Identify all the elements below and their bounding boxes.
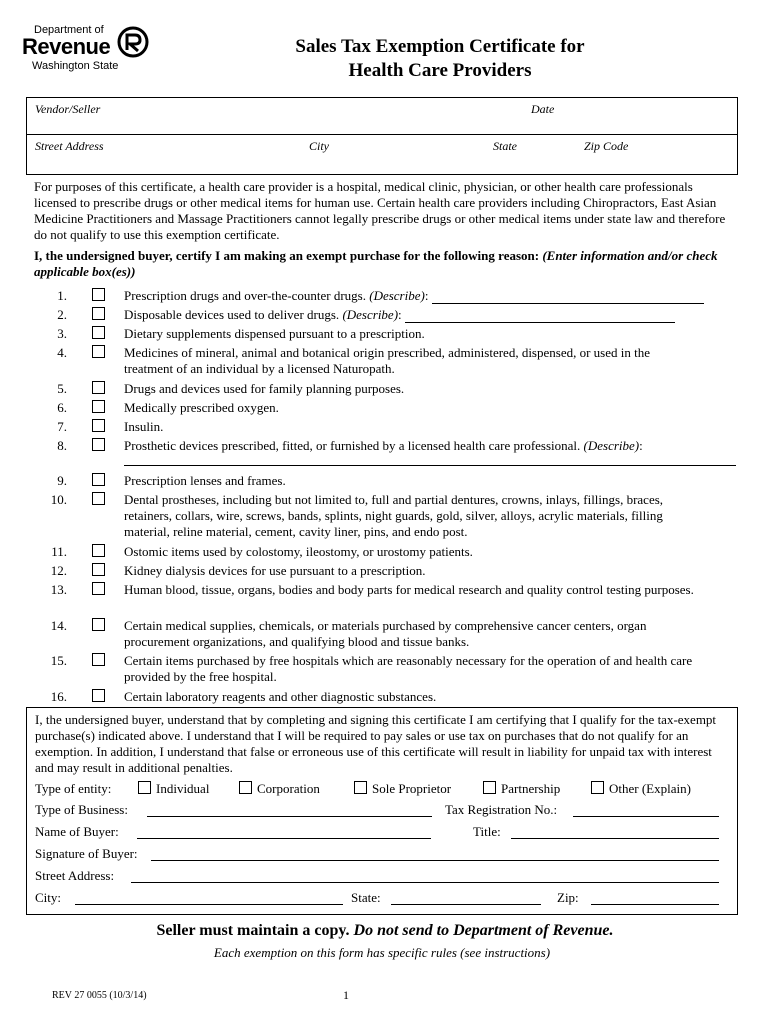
- entity-partnership-label: Partnership: [501, 781, 561, 796]
- item-8-describe-line[interactable]: [124, 465, 736, 466]
- item-13-number: 13.: [50, 582, 67, 597]
- page-number: 1: [343, 988, 349, 1002]
- item-3-text: Dietary supplements dispensed pursuant to a prescription.: [124, 326, 425, 341]
- item-3-checkbox[interactable]: [92, 326, 105, 339]
- exemption-note: Each exemption on this form has specific rules (see instructions): [213, 945, 551, 960]
- item-1-checkbox[interactable]: [92, 288, 105, 301]
- item-14-number: 14.: [50, 618, 67, 633]
- item-6-checkbox[interactable]: [92, 400, 105, 413]
- entity-sole-proprietor-checkbox[interactable]: [354, 781, 367, 794]
- item-5-number: 5.: [57, 381, 67, 396]
- buyer-statement: I, the undersigned buyer, understand that by completing and signing this certificate I am certifying that I qualify for the tax-exempt purchase(s) indicated above. I understand that I will be required to pay sales or use tax on purchases that do not qualify for an exemption. In addition, I understand that false or erroneous use of this certificate will result in liability for unpaid tax with interest and may result in additional penalties.: [35, 712, 717, 775]
- item-15-text: Certain items purchased by free hospitals which are reasonably necessary for the operation of and health care provided by the free hospital.: [124, 653, 693, 684]
- item-15-checkbox[interactable]: [92, 653, 105, 666]
- item-1-describe: (Describe): [369, 288, 425, 303]
- item-11-number: 11.: [51, 544, 67, 559]
- signature-line[interactable]: [151, 860, 719, 861]
- item-2-checkbox[interactable]: [92, 307, 105, 320]
- item-2-describe-line[interactable]: [405, 310, 675, 323]
- state-label: State: [493, 139, 517, 153]
- item-14-text: Certain medical supplies, chemicals, or materials purchased by comprehensive cancer centers, organ procurement organizations, and qualifying blood and tissue banks.: [124, 618, 647, 649]
- business-label: Type of Business:: [35, 802, 128, 817]
- zip-label: Zip Code: [584, 139, 629, 153]
- item-8-number: 8.: [57, 438, 67, 453]
- item-4-number: 4.: [57, 345, 67, 360]
- item-8-text: [124, 438, 734, 454]
- item-2-label: Disposable devices used to deliver drugs.: [124, 307, 340, 322]
- street-label: Street Address: [35, 139, 104, 153]
- item-2-text: [124, 307, 734, 323]
- entity-individual-label: Individual: [156, 781, 210, 796]
- name-label: Name of Buyer:: [35, 824, 119, 839]
- entity-other-checkbox[interactable]: [591, 781, 604, 794]
- entity-sole-proprietor-label: Sole Proprietor: [372, 781, 452, 796]
- entity-partnership-checkbox[interactable]: [483, 781, 496, 794]
- item-7-checkbox[interactable]: [92, 419, 105, 432]
- item-10-text: Dental prostheses, including but not limited to, full and partial dentures, crowns, inlays, fillings, braces, retainers, collars, wire, screws, bands, splints, night guards, gold, silver, alloys, acrylic materials, filling material, reline material, cement, cavity liner, pins, and endo post.: [124, 492, 664, 539]
- item-15-number: 15.: [50, 653, 67, 668]
- item-1-text: [124, 288, 734, 304]
- dor-logo: [22, 22, 152, 77]
- item-2-describe: (Describe): [342, 307, 399, 322]
- logo-line2: Revenue: [22, 34, 111, 59]
- buyer-street-line[interactable]: [131, 882, 719, 883]
- seller-notice-italic: Do not send to Department of Revenue.: [353, 922, 614, 939]
- item-8-colon: :: [639, 438, 643, 453]
- item-12-number: 12.: [50, 563, 67, 578]
- item-11-checkbox[interactable]: [92, 544, 105, 557]
- entity-individual-checkbox[interactable]: [138, 781, 151, 794]
- item-2-number: 2.: [57, 307, 67, 322]
- entity-corporation-label: Corporation: [257, 781, 320, 796]
- item-4-text: Medicines of mineral, animal and botanical origin prescribed, administered, dispensed, or used in the treatment of an individual by a licensed Naturopath.: [124, 345, 650, 376]
- item-14-checkbox[interactable]: [92, 618, 105, 631]
- item-12-text: Kidney dialysis devices for use pursuant to a prescription.: [124, 563, 426, 578]
- item-1-colon: :: [424, 288, 429, 303]
- item-16-text: Certain laboratory reagents and other diagnostic substances.: [124, 689, 437, 704]
- item-4-checkbox[interactable]: [92, 345, 105, 358]
- name-line[interactable]: [137, 838, 431, 839]
- buyer-city-label: City:: [35, 890, 62, 905]
- item-9-text: Prescription lenses and frames.: [124, 473, 286, 488]
- item-3-number: 3.: [57, 326, 67, 341]
- item-13-text: Human blood, tissue, organs, bodies and body parts for medical research and quality control testing purposes.: [124, 582, 694, 597]
- entity-label: Type of entity:: [35, 781, 112, 796]
- item-2-colon: :: [398, 307, 402, 322]
- item-11-text: Ostomic items used by colostomy, ileostomy, or urostomy patients.: [124, 544, 473, 559]
- item-8-checkbox[interactable]: [92, 438, 105, 451]
- intro-paragraph: For purposes of this certificate, a health care provider is a hospital, medical clinic, physician, or other health care professionals licensed to prescribe drugs or other medical items for human use. Certain health care providers including Chiropractors, East Asian Medicine Practitioners and Massage Practitioners cannot legally prescribe drugs or other medical items under state law and therefore do not qualify to use this exemption certificate.: [34, 179, 726, 242]
- item-7-number: 7.: [57, 419, 67, 434]
- entity-corporation-checkbox[interactable]: [239, 781, 252, 794]
- seller-notice-bold: Seller must maintain a copy.: [156, 922, 350, 939]
- form-id: REV 27 0055 (10/3/14): [52, 990, 147, 1001]
- item-1-describe-line[interactable]: [432, 291, 704, 304]
- form-title: [240, 35, 640, 83]
- title-line1: Sales Tax Exemption Certificate for: [295, 36, 585, 57]
- buyer-zip-label: Zip:: [557, 890, 579, 905]
- business-line[interactable]: [147, 816, 432, 817]
- item-8-label: Prosthetic devices prescribed, fitted, or furnished by a licensed health care professional.: [124, 438, 581, 453]
- buyer-city-line[interactable]: [75, 904, 343, 905]
- buyer-street-label: Street Address:: [35, 868, 115, 883]
- seller-notice: [0, 922, 770, 940]
- item-5-checkbox[interactable]: [92, 381, 105, 394]
- item-16-checkbox[interactable]: [92, 689, 105, 702]
- item-1-label: Prescription drugs and over-the-counter drugs.: [124, 288, 366, 303]
- city-label: City: [309, 139, 329, 153]
- item-10-number: 10.: [50, 492, 67, 507]
- date-label: Date: [531, 102, 555, 116]
- buyer-zip-line[interactable]: [591, 904, 719, 905]
- taxreg-line[interactable]: [573, 816, 719, 817]
- title-label: Title:: [473, 824, 501, 839]
- item-9-number: 9.: [57, 473, 67, 488]
- certify-italic: (Enter information and/or check applicable box(es)): [34, 248, 718, 279]
- item-10-checkbox[interactable]: [92, 492, 105, 505]
- item-6-number: 6.: [57, 400, 67, 415]
- certify-bold: I, the undersigned buyer, certify I am making an exempt purchase for the following reason:: [34, 248, 540, 263]
- item-5-text: Drugs and devices used for family planning purposes.: [124, 381, 405, 396]
- buyer-box: [26, 707, 738, 915]
- logo-line3: Washington State: [32, 60, 119, 72]
- item-12-checkbox[interactable]: [92, 563, 105, 576]
- item-6-text: Medically prescribed oxygen.: [124, 400, 279, 415]
- item-7-text: Insulin.: [124, 419, 164, 434]
- item-13-checkbox[interactable]: [92, 582, 105, 595]
- item-9-checkbox[interactable]: [92, 473, 105, 486]
- title-line[interactable]: [511, 838, 719, 839]
- title-line2: Health Care Providers: [348, 60, 532, 81]
- buyer-state-label: State:: [351, 890, 381, 905]
- item-1-number: 1.: [57, 288, 67, 303]
- signature-label: Signature of Buyer:: [35, 846, 138, 861]
- logo-line1: Department of: [34, 24, 104, 36]
- vendor-divider: [27, 134, 737, 135]
- item-16-number: 16.: [50, 689, 67, 704]
- vendor-label: Vendor/Seller: [35, 102, 101, 116]
- certify-statement: [34, 248, 734, 280]
- revenue-r-icon: [117, 26, 149, 58]
- buyer-state-line[interactable]: [391, 904, 541, 905]
- taxreg-label: Tax Registration No.:: [445, 802, 558, 817]
- item-8-describe: (Describe): [583, 438, 640, 453]
- entity-other-label: Other (Explain): [609, 781, 691, 796]
- vendor-box: [26, 97, 738, 175]
